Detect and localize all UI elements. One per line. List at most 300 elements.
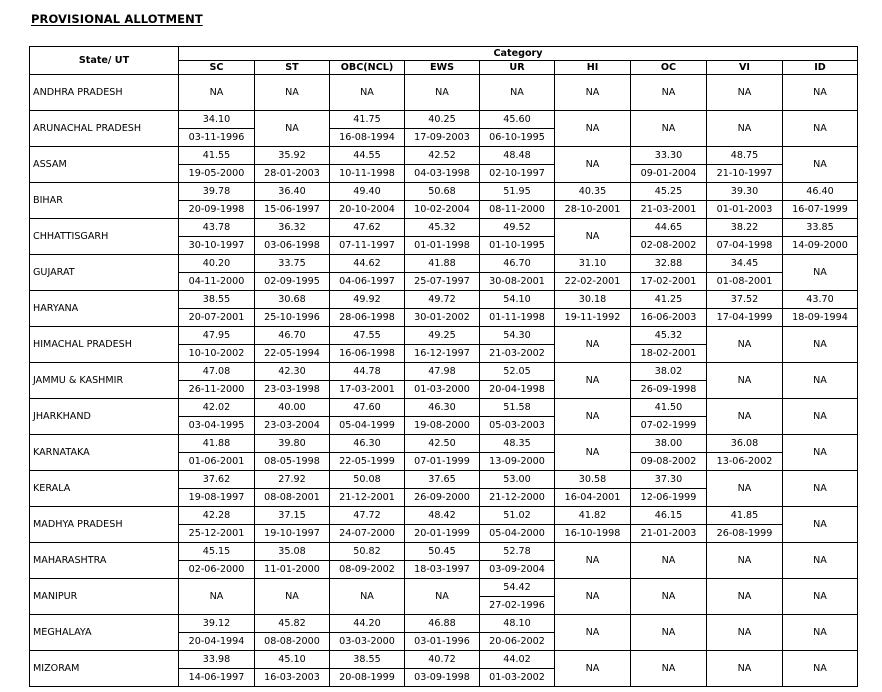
state-name-cell: ANDHRA PRADESH [30,75,179,111]
date-value: 03-04-1995 [188,420,245,431]
cell-obc [330,183,405,219]
cell-ews: NA [405,75,480,111]
cell-ur: NA [480,75,555,111]
cell-split [783,183,857,218]
cell-vi [707,147,783,183]
cell-st [255,147,330,183]
cell-split [405,363,479,398]
score-value: 52.05 [480,363,554,381]
table-row [30,651,858,687]
cell-vi [707,507,783,543]
cell-split [255,651,329,686]
cell-hi [555,471,631,507]
cell-sc [179,543,255,579]
cell-oc [631,183,707,219]
date-value: 26-08-1999 [716,528,773,539]
date-value: 19-11-1992 [564,312,621,323]
cell-ur [480,111,555,147]
score-value: 47.72 [330,507,404,525]
cell-split [707,435,782,470]
state-name-cell: KARNATAKA [30,435,179,471]
header-row-category [30,47,858,61]
cell-vi: NA [707,651,783,687]
cell-ur [480,471,555,507]
date-value: 02-08-2002 [640,240,697,251]
cell-oc: NA [631,543,707,579]
cell-split [405,183,479,218]
score-value: 47.95 [179,327,254,345]
score-value: 36.40 [255,183,329,201]
date-value: 04-03-1998 [414,168,470,179]
cell-st [255,435,330,471]
cell-vi: NA [707,327,783,363]
score-value: 37.52 [707,291,782,309]
cell-split [707,219,782,254]
cell-split [405,147,479,182]
date-value: 22-05-1999 [339,456,395,467]
score-value: 49.25 [405,327,479,345]
date-value: 30-08-2001 [489,276,545,287]
cell-split [330,651,404,686]
cell-hi: NA [555,363,631,399]
score-value: 42.28 [179,507,254,525]
cell-oc: NA [631,615,707,651]
cell-ews [405,219,480,255]
score-value: 37.15 [255,507,329,525]
cell-split [631,435,706,470]
cell-split [179,183,254,218]
score-value: 30.18 [555,291,630,309]
cell-split [555,183,630,218]
cell-split [555,471,630,506]
cell-obc [330,147,405,183]
score-value: 44.65 [631,219,706,237]
cell-ur [480,651,555,687]
date-value: 23-03-1998 [264,384,320,395]
date-value: 24-07-2000 [339,528,395,539]
date-value: 30-10-1997 [188,240,245,251]
score-value: 43.78 [179,219,254,237]
cell-split [255,471,329,506]
cell-oc [631,435,707,471]
date-value: 01-03-2002 [489,672,545,683]
cell-split [480,651,554,686]
score-value: 38.55 [330,651,404,669]
date-value: 26-09-2000 [414,492,470,503]
date-value: 25-10-1996 [264,312,320,323]
cell-hi: NA [555,75,631,111]
cell-split [405,651,479,686]
date-value: 28-10-2001 [564,204,621,215]
score-value: 39.30 [707,183,782,201]
state-name-cell: GUJARAT [30,255,179,291]
cell-split [179,327,254,362]
cell-split [405,327,479,362]
cell-split [179,471,254,506]
cell-split [330,327,404,362]
cell-split [255,291,329,326]
cell-split [631,327,706,362]
cell-ur [480,183,555,219]
date-value: 01-10-1995 [489,240,545,251]
state-name-cell: CHHATTISGARH [30,219,179,255]
state-name-cell: ARUNACHAL PRADESH [30,111,179,147]
score-value: 49.52 [480,219,554,237]
score-value: 42.02 [179,399,254,417]
score-value: 54.10 [480,291,554,309]
cell-ews [405,615,480,651]
cell-split [255,615,329,650]
score-value: 44.02 [480,651,554,669]
date-value: 16-03-2003 [264,672,320,683]
cell-split [405,543,479,578]
score-value: 30.68 [255,291,329,309]
score-value: 44.62 [330,255,404,273]
cell-split [405,615,479,650]
score-value: 41.50 [631,399,706,417]
score-value: 40.35 [555,183,630,201]
cell-oc [631,399,707,435]
state-name-cell: ASSAM [30,147,179,183]
table-row [30,183,858,219]
score-value: 35.08 [255,543,329,561]
table-row [30,147,858,183]
cell-split [707,291,782,326]
cell-oc: NA [631,111,707,147]
cell-vi: NA [707,111,783,147]
state-name-cell: MEGHALAYA [30,615,179,651]
date-value: 17-04-1999 [716,312,773,323]
cell-id: NA [783,507,858,543]
cell-split [480,471,554,506]
score-value: 45.32 [631,327,706,345]
cell-split [330,507,404,542]
score-value: 38.22 [707,219,782,237]
score-value: 51.95 [480,183,554,201]
date-value: 06-10-1995 [489,132,545,143]
cell-split [330,435,404,470]
date-value: 22-05-1994 [264,348,320,359]
cell-ews [405,363,480,399]
cell-sc [179,399,255,435]
cell-vi [707,291,783,327]
cell-split [179,255,254,290]
cell-split [330,255,404,290]
score-value: 45.32 [405,219,479,237]
state-name-cell: MANIPUR [30,579,179,615]
date-value: 07-02-1999 [640,420,697,431]
cell-ur [480,435,555,471]
score-value: 47.60 [330,399,404,417]
date-value: 02-09-1995 [264,276,320,287]
cell-split [480,255,554,290]
state-name-cell: HARYANA [30,291,179,327]
cell-ews: NA [405,579,480,615]
cell-split [631,255,706,290]
cell-split [255,507,329,542]
table-row [30,291,858,327]
cell-split [179,543,254,578]
cell-split [631,507,706,542]
cell-split [631,183,706,218]
score-value: 49.72 [405,291,479,309]
date-value: 05-03-2003 [489,420,545,431]
cell-sc [179,147,255,183]
cell-split [179,651,254,686]
column-header-ur: UR [480,61,555,75]
date-value: 03-11-1996 [188,132,245,143]
date-value: 01-03-2000 [414,384,470,395]
cell-ur [480,291,555,327]
cell-split [631,399,706,434]
score-value: 36.32 [255,219,329,237]
date-value: 21-03-2002 [489,348,545,359]
cell-hi: NA [555,615,631,651]
cell-ews [405,255,480,291]
cell-st: NA [255,75,330,111]
column-header-obc: OBC(NCL) [330,61,405,75]
cell-split [330,111,404,146]
score-value: 48.48 [480,147,554,165]
table-row [30,543,858,579]
score-value: 43.70 [783,291,857,309]
cell-sc [179,111,255,147]
cell-hi: NA [555,399,631,435]
date-value: 05-04-2000 [489,528,545,539]
cell-split [631,219,706,254]
score-value: 46.88 [405,615,479,633]
score-value: 47.98 [405,363,479,381]
cell-vi: NA [707,579,783,615]
date-value: 14-06-1997 [188,672,245,683]
score-value: 32.88 [631,255,706,273]
score-value: 40.20 [179,255,254,273]
cell-split [179,147,254,182]
score-value: 52.78 [480,543,554,561]
cell-split [330,471,404,506]
cell-split [330,183,404,218]
cell-id: NA [783,615,858,651]
table-row [30,327,858,363]
score-value: 30.58 [555,471,630,489]
cell-ews [405,543,480,579]
cell-split [405,471,479,506]
state-name-cell: MIZORAM [30,651,179,687]
state-name-cell: KERALA [30,471,179,507]
cell-id: NA [783,435,858,471]
cell-split [555,291,630,326]
date-value: 19-10-1997 [264,528,320,539]
table-row [30,255,858,291]
cell-sc [179,183,255,219]
date-value: 21-10-1997 [716,168,773,179]
table-row [30,471,858,507]
cell-ur [480,327,555,363]
column-header-hi: HI [555,61,631,75]
cell-ews [405,471,480,507]
date-value: 20-01-1999 [414,528,470,539]
date-value: 04-11-2000 [188,276,245,287]
cell-vi: NA [707,615,783,651]
cell-ews [405,327,480,363]
cell-hi: NA [555,651,631,687]
cell-id: NA [783,579,858,615]
cell-sc [179,291,255,327]
score-value: 51.02 [480,507,554,525]
cell-vi: NA [707,543,783,579]
cell-id: NA [783,111,858,147]
date-value: 01-11-1998 [489,312,545,323]
date-value: 16-06-1998 [339,348,395,359]
cell-ews [405,435,480,471]
score-value: 37.65 [405,471,479,489]
cell-oc [631,291,707,327]
cell-st [255,651,330,687]
date-value: 11-01-2000 [264,564,320,575]
cell-split [405,507,479,542]
cell-st [255,219,330,255]
cell-split [405,291,479,326]
cell-hi: NA [555,435,631,471]
cell-st [255,363,330,399]
date-value: 01-08-2001 [716,276,773,287]
cell-id: NA [783,543,858,579]
document-title: PROVISIONAL ALLOTMENT [31,12,203,26]
cell-obc [330,615,405,651]
cell-st [255,183,330,219]
column-header-st: ST [255,61,330,75]
score-value: 49.92 [330,291,404,309]
date-value: 01-01-1998 [414,240,470,251]
date-value: 01-06-2001 [188,456,245,467]
date-value: 19-08-2000 [414,420,470,431]
cell-split [330,543,404,578]
cell-split [179,219,254,254]
cell-hi [555,291,631,327]
score-value: 49.40 [330,183,404,201]
date-value: 16-04-2001 [564,492,621,503]
cell-split [405,399,479,434]
date-value: 14-09-2000 [792,240,848,251]
cell-st [255,615,330,651]
score-value: 47.08 [179,363,254,381]
cell-split [480,615,554,650]
state-name-cell: JHARKHAND [30,399,179,435]
cell-id: NA [783,651,858,687]
cell-split [255,255,329,290]
date-value: 08-05-1998 [264,456,320,467]
date-value: 19-05-2000 [188,168,245,179]
score-value: 41.55 [179,147,254,165]
cell-ur [480,399,555,435]
cell-obc [330,399,405,435]
cell-obc [330,507,405,543]
date-value: 17-02-2001 [640,276,697,287]
score-value: 38.55 [179,291,254,309]
date-value: 25-07-1997 [414,276,470,287]
cell-split [255,399,329,434]
score-value: 44.78 [330,363,404,381]
score-value: 47.62 [330,219,404,237]
score-value: 50.82 [330,543,404,561]
date-value: 03-01-1996 [414,636,470,647]
score-value: 45.60 [480,111,554,129]
cell-sc [179,219,255,255]
date-value: 02-10-1997 [489,168,545,179]
cell-vi [707,255,783,291]
date-value: 03-09-1998 [414,672,470,683]
cell-sc [179,471,255,507]
cell-st [255,327,330,363]
score-value: 41.85 [707,507,782,525]
score-value: 46.40 [783,183,857,201]
cell-split [179,363,254,398]
cell-sc [179,651,255,687]
allotment-table [29,46,858,687]
cell-oc: NA [631,579,707,615]
cell-ews [405,507,480,543]
cell-split [480,435,554,470]
cell-split [480,147,554,182]
date-value: 07-04-1998 [716,240,773,251]
cell-split [631,471,706,506]
cell-split [255,327,329,362]
date-value: 15-06-1997 [264,204,320,215]
cell-ews [405,183,480,219]
score-value: 39.80 [255,435,329,453]
cell-split [330,219,404,254]
cell-hi: NA [555,219,631,255]
cell-oc: NA [631,651,707,687]
cell-split [707,255,782,290]
cell-obc [330,327,405,363]
cell-split [707,147,782,182]
cell-split [330,291,404,326]
cell-ur [480,219,555,255]
cell-obc [330,111,405,147]
score-value: 41.75 [330,111,404,129]
column-header-sc: SC [179,61,255,75]
score-value: 40.72 [405,651,479,669]
cell-ur [480,507,555,543]
table-row [30,363,858,399]
cell-split [405,435,479,470]
cell-oc [631,363,707,399]
cell-hi [555,183,631,219]
cell-vi: NA [707,363,783,399]
cell-sc [179,615,255,651]
score-value: 41.88 [405,255,479,273]
date-value: 20-10-2004 [339,204,395,215]
date-value: 17-03-2001 [339,384,395,395]
score-value: 40.00 [255,399,329,417]
score-value: 53.00 [480,471,554,489]
cell-sc: NA [179,75,255,111]
cell-ews [405,651,480,687]
score-value: 41.88 [179,435,254,453]
date-value: 25-12-2001 [188,528,245,539]
cell-split [480,363,554,398]
cell-split [405,111,479,146]
date-value: 16-10-1998 [564,528,621,539]
date-value: 20-09-1998 [188,204,245,215]
cell-vi: NA [707,75,783,111]
cell-ews [405,147,480,183]
cell-ur [480,579,555,615]
score-value: 48.75 [707,147,782,165]
cell-split [330,399,404,434]
cell-split [255,219,329,254]
